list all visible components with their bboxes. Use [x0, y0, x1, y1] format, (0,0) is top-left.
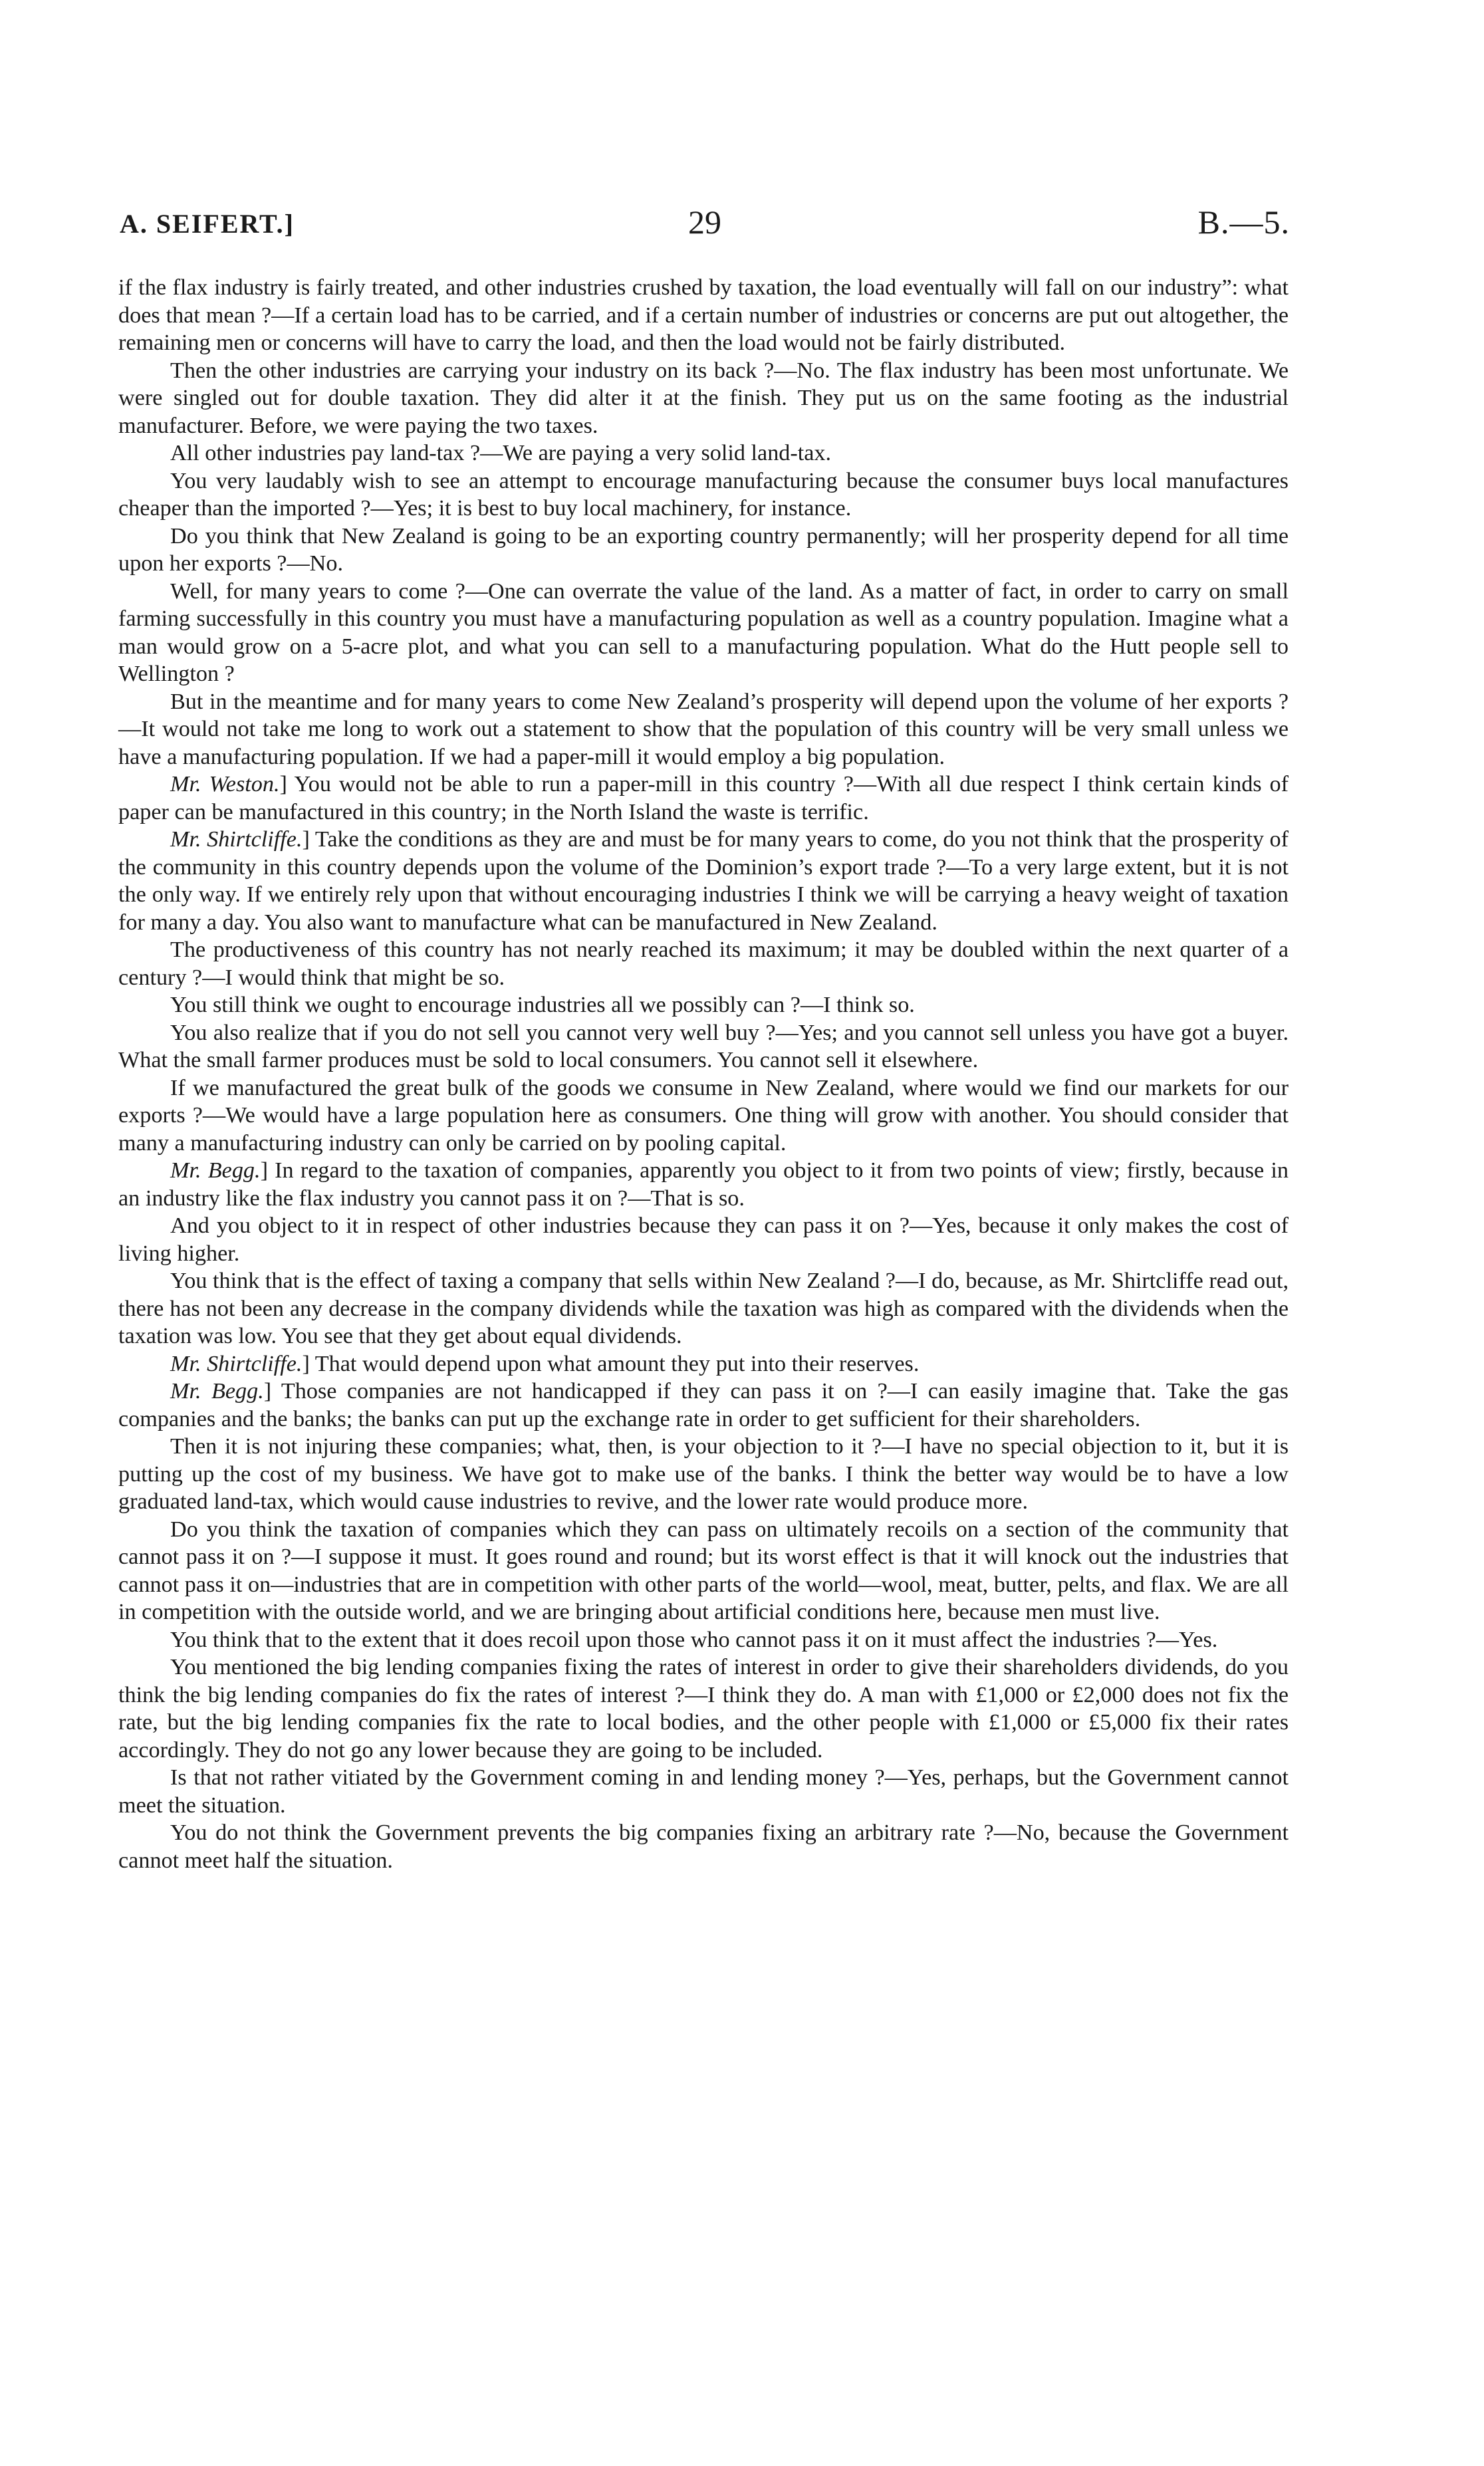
paragraph-text: Do you think that New Zealand is going to be an exporting country permanently; will her prosperity depend for all time upon her exports ?—No. — [118, 523, 1289, 576]
paragraph — [118, 936, 1289, 991]
paragraph — [118, 688, 1289, 771]
speaker-name: Mr. Begg. — [170, 1379, 264, 1404]
paragraph-text: Do you think the taxation of companies which they can pass on ultimately recoils on a section of the community that cannot pass it on ?—I suppose it must. It goes round and round; but its worst effect is that it will knock out the industries that cannot pass it on—industries that are in competition with other parts of the world—wool, meat, butter, pelts, and flax. We are all in competition with the outside world, and we are bringing about artificial conditions here, because men must live. — [118, 1517, 1289, 1624]
paragraph-text: But in the meantime and for many years to come New Zealand’s prosperity will depend upon the volume of her exports ?—It would not take me long to work out a statement to show that the population of this country will be very small unless we have a manufacturing population. If we had a paper-mill it would employ a big population. — [118, 689, 1289, 769]
paragraph — [118, 1212, 1289, 1267]
witness-name: A. SEIFERT.] — [120, 209, 295, 239]
paragraph — [118, 578, 1289, 688]
paragraph — [118, 1819, 1289, 1874]
paragraph-text: You do not think the Government prevents the big companies fixing an arbitrary rate ?—No, because the Government cannot meet half the situation. — [118, 1820, 1289, 1873]
paragraph-text: You think that to the extent that it does recoil upon those who cannot pass it on it must affect the industries ?—Yes. — [170, 1627, 1218, 1652]
paragraph — [118, 1516, 1289, 1626]
paragraph-text: You very laudably wish to see an attempt to encourage manufacturing because the consumer buys local manufactures cheaper than the imported ?—Yes; it is best to buy local machinery, for instance. — [118, 468, 1289, 521]
paragraph — [118, 1654, 1289, 1764]
paragraph-text: Is that not rather vitiated by the Government coming in and lending money ?—Yes, perhaps, but the Government cannot meet the situation. — [118, 1765, 1289, 1818]
paragraph-text: ] That would depend upon what amount they put into their reserves. — [302, 1351, 920, 1376]
paragraph — [118, 1267, 1289, 1350]
paragraph — [118, 523, 1289, 578]
document-body — [118, 274, 1289, 1874]
paragraph — [118, 1764, 1289, 1819]
paragraph — [118, 439, 1289, 467]
paragraph-text: ] In regard to the taxation of companies, apparently you object to it from two points of view; firstly, because in an industry like the flax industry you cannot pass it on ?—That is so. — [118, 1158, 1289, 1211]
paragraph — [118, 1378, 1289, 1433]
paragraph — [118, 771, 1289, 826]
paragraph-text: ] Take the conditions as they are and must be for many years to come, do you not think that the prosperity of the community in this country depends upon the volume of the Dominion’s export trade ?—To a very large extent, but it is not the only way. If we entirely rely upon that without encouraging industries I think we will be carrying a heavy weight of taxation for many a day. You also want to manufacture what can be manufactured in New Zealand. — [118, 827, 1289, 935]
paragraph — [118, 1157, 1289, 1212]
paragraph — [118, 1350, 1289, 1378]
speaker-name: Mr. Shirtcliffe. — [170, 1351, 303, 1376]
paragraph-text: You still think we ought to encourage industries all we possibly can ?—I think so. — [170, 993, 915, 1017]
paragraph-text: If we manufactured the great bulk of the goods we consume in New Zealand, where would we find our markets for our exports ?—We would have a large population here as consumers. One thing will grow with another. You should consider that many a manufacturing industry can only be carried on by pooling capital. — [118, 1075, 1289, 1156]
paragraph — [118, 1626, 1289, 1654]
paragraph — [118, 357, 1289, 440]
paragraph-text: Well, for many years to come ?—One can overrate the value of the land. As a matter of fact, in order to carry on small farming successfully in this country you must have a manufacturing population as well as a country population. Imagine what a man would grow on a 5-acre plot, and what you can sell to a manufacturing population. What do the Hutt people sell to Wellington ? — [118, 578, 1289, 686]
paragraph — [118, 826, 1289, 936]
paragraph — [118, 1433, 1289, 1516]
page-number: 29 — [688, 203, 721, 241]
paragraph — [118, 1019, 1289, 1074]
paragraph-text: The productiveness of this country has not nearly reached its maximum; it may be doubled within the next quarter of a century ?—I would think that might be so. — [118, 937, 1289, 990]
paragraph — [118, 467, 1289, 523]
document-reference: B.—5. — [1197, 203, 1290, 241]
paragraph-text: You mentioned the big lending companies fixing the rates of interest in order to give their shareholders dividends, do you think the big lending companies do fix the rates of interest ?—I think they do. A man with £1,000 or £2,000 does not fix the rate, but the big lending companies fix the rate to local bodies, and the other people with £1,000 or £5,000 fix their rates accordingly. They do not go any lower because they are going to be included. — [118, 1655, 1289, 1763]
paragraph-text: And you object to it in respect of other industries because they can pass it on ?—Yes, because it only makes the cost of living higher. — [118, 1213, 1289, 1266]
paragraph-text: All other industries pay land-tax ?—We are paying a very solid land-tax. — [170, 441, 832, 465]
speaker-name: Mr. Weston. — [170, 772, 280, 797]
paragraph-text: if the flax industry is fairly treated, and other industries crushed by taxation, the load eventually will fall on our industry”: what does that mean ?—If a certain load has to be carried, and if a certain number of industries or concerns are put out altogether, the remaining men or concerns will have to carry the load, and then the load would not be fairly distributed. — [118, 275, 1289, 355]
speaker-name: Mr. Shirtcliffe. — [170, 827, 303, 852]
paragraph-text: ] You would not be able to run a paper-mill in this country ?—With all due respect I think certain kinds of paper can be manufactured in this country; in the North Island the waste is terrific. — [118, 772, 1289, 824]
paragraph-text: You think that is the effect of taxing a company that sells within New Zealand ?—I do, because, as Mr. Shirtcliffe read out, there has not been any decrease in the company dividends while the taxation was high as compared with the dividends when the taxation was low. You see that they get about equal dividends. — [118, 1269, 1289, 1348]
paragraph-text: Then the other industries are carrying your industry on its back ?—No. The flax industry has been most unfortunate. We were singled out for double taxation. They did alter it at the finish. They put us on the same footing as the industrial manufacturer. Before, we were paying the two taxes. — [118, 358, 1289, 438]
speaker-name: Mr. Begg. — [170, 1158, 261, 1183]
paragraph-text: Then it is not injuring these companies; what, then, is your objection to it ?—I have no special objection to it, but it is putting up the cost of my business. We have got to make use of the banks. I think the better way would be to have a low graduated land-tax, which would cause industries to revive, and the lower rate would produce more. — [118, 1434, 1289, 1514]
paragraph-text: You also realize that if you do not sell you cannot very well buy ?—Yes; and you cannot sell unless you have got a buyer. What the small farmer produces must be sold to local consumers. You cannot sell it elsewhere. — [118, 1020, 1289, 1072]
paragraph-text: ] Those companies are not handicapped if they can pass it on ?—I can easily imagine that. Take the gas companies and the banks; the banks can put up the exchange rate in order to get sufficient for their shareholders. — [118, 1379, 1289, 1431]
page-header — [120, 203, 1290, 256]
paragraph — [118, 1074, 1289, 1158]
paragraph — [118, 274, 1289, 357]
paragraph — [118, 991, 1289, 1019]
